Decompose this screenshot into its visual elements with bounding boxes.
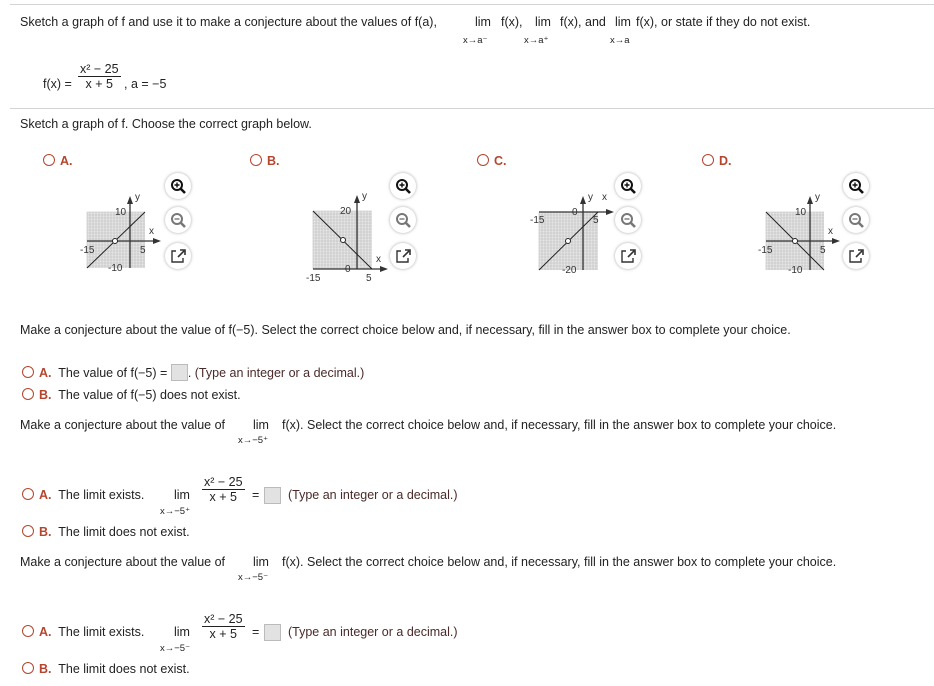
letter: A. [60,154,73,168]
intro-text: Sketch a graph of f and use it to make a conjecture about the values of f(a), [20,15,437,29]
letter: B. [39,662,52,676]
x-label: x [376,254,381,265]
denominator: x + 5 [85,77,113,91]
hint: (Type an integer or a decimal.) [288,488,458,502]
letter: C. [494,154,507,168]
lim: lim [253,418,269,432]
lim-sub: x→−5⁺ [238,435,269,446]
lim: lim [174,625,190,639]
y-label: y [588,192,593,203]
numerator: x² − 25 [80,62,119,76]
limit-prompt-post: f(x). Select the correct choice below and, if necessary, fill in the answer box to complete your choice. [282,418,837,432]
denominator: x + 5 [209,490,237,504]
x-tick-label: 5 [366,273,372,284]
lim-2: lim [535,15,551,29]
x-tick-label: -15 [530,215,545,226]
lim-3: lim [615,15,631,29]
letter: D. [719,154,732,168]
lim-1: lim [475,15,491,29]
option-text: The limit does not exist. [58,525,190,539]
x-label: x [828,226,833,237]
x-tick-label: 5 [820,245,826,256]
y-label: y [815,192,820,203]
hint: . (Type an integer or a decimal.) [187,366,365,380]
numerator: x² − 25 [204,612,243,626]
letter: A. [39,625,52,639]
x-label: x [149,226,154,237]
y-tick-label: 20 [340,206,352,217]
limit-option-a[interactable] [22,625,144,639]
x-axis-arrow [832,238,840,244]
letter: A. [39,366,52,380]
lim-sub: x→−5⁻ [160,643,191,654]
function-lhs: f(x) = [43,77,72,91]
y-axis-arrow [807,196,813,204]
radio-a[interactable] [22,366,34,378]
lim-sub: x→−5⁺ [160,506,191,517]
x-tick-label: 5 [140,245,146,256]
zoom-in-button[interactable] [843,173,869,199]
option-text: The limit does not exist. [58,662,190,676]
a-value: , a = −5 [124,77,167,91]
radio-a[interactable] [22,625,34,637]
limit-option-b[interactable] [22,662,190,676]
option-text: The limit exists. [58,625,145,639]
option-text: The limit exists. [58,488,145,502]
fvalue-option-a[interactable] [22,364,364,381]
radio-b[interactable] [22,388,34,400]
answer-box[interactable] [171,364,188,381]
y-label: y [362,191,367,202]
option-text: The value of f(−5) = [58,366,168,380]
answer-box[interactable] [264,624,281,641]
equals: = [252,488,260,502]
graph-prompt: Sketch a graph of f. Choose the correct graph below. [20,117,312,131]
fx-1: f(x), [501,15,523,29]
lim-sub-3: x→a [610,35,630,46]
letter: B. [39,525,52,539]
equals: = [252,625,260,639]
limit-prompt-pre: Make a conjecture about the value of [20,418,225,432]
y-tick-label: 0 [345,264,351,275]
letter: A. [39,488,52,502]
lim-sub-1: x→a⁻ [463,35,488,46]
letter: B. [267,154,280,168]
fx-3: f(x), or state if they do not exist. [636,15,811,29]
fx-2: f(x), and [560,15,606,29]
lim: lim [253,555,269,569]
answer-box-wrap [264,487,281,504]
fvalue-prompt: Make a conjecture about the value of f(−5). Select the correct choice below and, if necessary, fill in the answer box to complete your choice. [20,323,791,337]
y-tick-label: 0 [572,207,578,218]
y-tick-label: 10 [115,207,127,218]
y-tick-label: 10 [795,207,807,218]
fvalue-option-b[interactable] [22,388,241,402]
answer-box[interactable] [264,487,281,504]
x-tick-label: 5 [593,215,599,226]
y-tick-label: -10 [108,263,123,274]
x-tick-label: -15 [80,245,95,256]
hole-point [793,239,798,244]
limit-fraction [202,475,245,504]
lim-sub: x→−5⁻ [238,572,269,583]
x-tick-label: -15 [758,245,773,256]
zoom-in-icon [848,178,864,194]
external-link-icon [848,248,864,264]
x-tick-label: -15 [306,273,321,284]
lim: lim [174,488,190,502]
y-tick-label: -10 [788,265,803,276]
option-text: The value of f(−5) does not exist. [58,388,241,402]
limit-prompt-pre: Make a conjecture about the value of [20,555,225,569]
zoom-out-button[interactable] [843,207,869,233]
graph-3 [0,0,934,300]
y-tick-label: -20 [562,265,577,276]
radio-b[interactable] [22,662,34,674]
x-label: x [602,192,607,203]
y-label: y [135,192,140,203]
hint: (Type an integer or a decimal.) [288,625,458,639]
numerator: x² − 25 [204,475,243,489]
open-new-window-button[interactable] [843,243,869,269]
lim-sub-2: x→a⁺ [524,35,549,46]
limit-option-b[interactable] [22,525,190,539]
zoom-out-icon [848,212,864,228]
letter: B. [39,388,52,402]
answer-box-wrap [264,624,281,641]
limit-option-a[interactable] [22,488,144,502]
denominator: x + 5 [209,627,237,641]
radio-b[interactable] [22,525,34,537]
radio-a[interactable] [22,488,34,500]
limit-prompt-post: f(x). Select the correct choice below and, if necessary, fill in the answer box to complete your choice. [282,555,837,569]
limit-fraction [202,612,245,641]
